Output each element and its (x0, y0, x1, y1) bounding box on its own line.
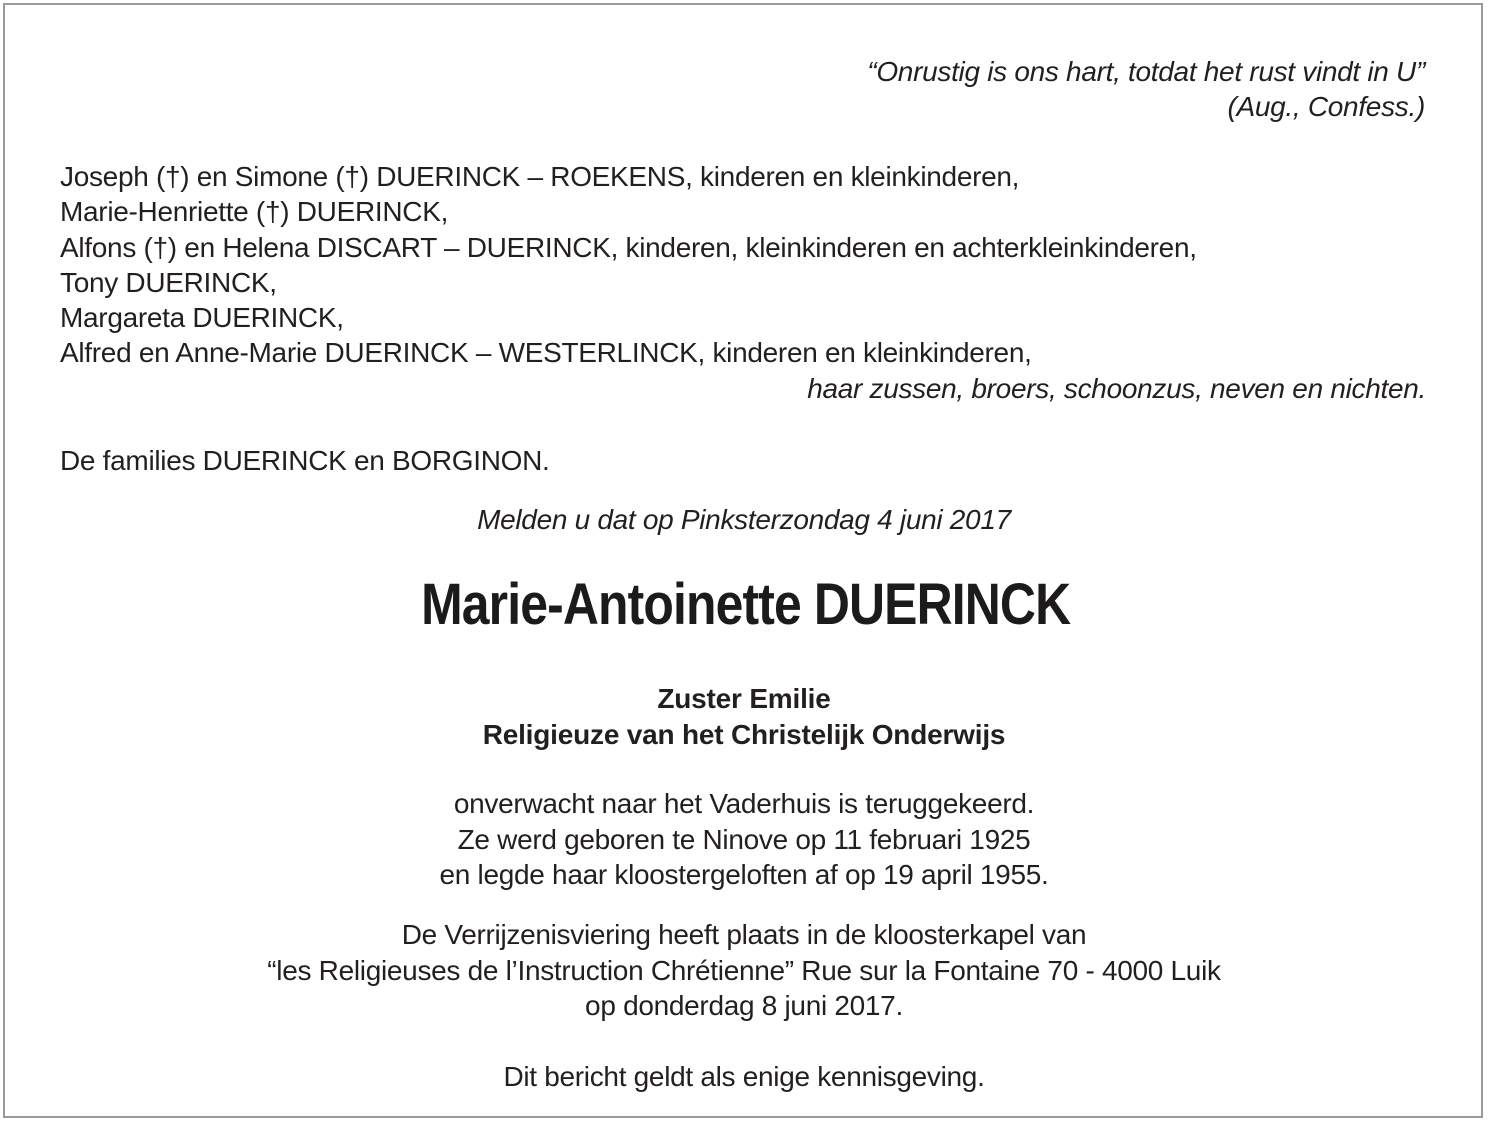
quote-source: (Aug., Confess.) (1227, 91, 1425, 122)
family-line: Alfred en Anne-Marie DUERINCK – WESTERLINCK, kinderen en kleinkinderen, (60, 337, 1032, 369)
family-line: Joseph (†) en Simone (†) DUERINCK – ROEKENS, kinderen en kleinkinderen, (60, 161, 1020, 192)
service-line: “les Religieuses de l’Instruction Chrétienne” Rue sur la Fontaine 70 - 4000 Luik (267, 954, 1221, 986)
religious-title (0, 681, 1488, 753)
family-line: Marie-Henriette (†) DUERINCK, (60, 196, 449, 228)
family-line: Margareta DUERINCK, (60, 302, 344, 334)
service-details (0, 917, 1488, 1024)
families-line: De families DUERINCK en BORGINON. (60, 445, 550, 476)
life-line: onverwacht naar het Vaderhuis is teruggekeerd. (453, 788, 1035, 819)
family-list (60, 159, 1426, 406)
service-line: op donderdag 8 juni 2017. (585, 990, 903, 1021)
epigraph-quote (867, 54, 1425, 124)
family-line: Alfons (†) en Helena DISCART – DUERINCK, kinderen, kleinkinderen en achterkleinkinderen, (60, 231, 1197, 263)
relatives-line: haar zussen, broers, schoonzus, neven en nichten. (807, 372, 1426, 404)
life-line: Ze werd geboren te Ninove op 11 februari 1925 (457, 823, 1031, 855)
quote-text: “Onrustig is ons hart, totdat het rust vindt in U” (867, 56, 1425, 87)
family-line: Tony DUERINCK, (60, 266, 277, 298)
religious-name: Zuster Emilie (657, 683, 831, 714)
closing-line: Dit bericht geldt als enige kennisgeving. (503, 1061, 985, 1092)
service-line: De Verrijzenisviering heeft plaats in de kloosterkapel van (401, 919, 1087, 950)
deceased-name: Marie-Antoinette DUERINCK (421, 572, 1071, 637)
life-line: en legde haar kloostergeloften af op 19 april 1955. (439, 859, 1049, 890)
congregation: Religieuze van het Christelijk Onderwijs (482, 719, 1006, 750)
life-details (0, 786, 1488, 893)
announcement: Melden u dat op Pinksterzondag 4 juni 2017 (477, 504, 1011, 535)
